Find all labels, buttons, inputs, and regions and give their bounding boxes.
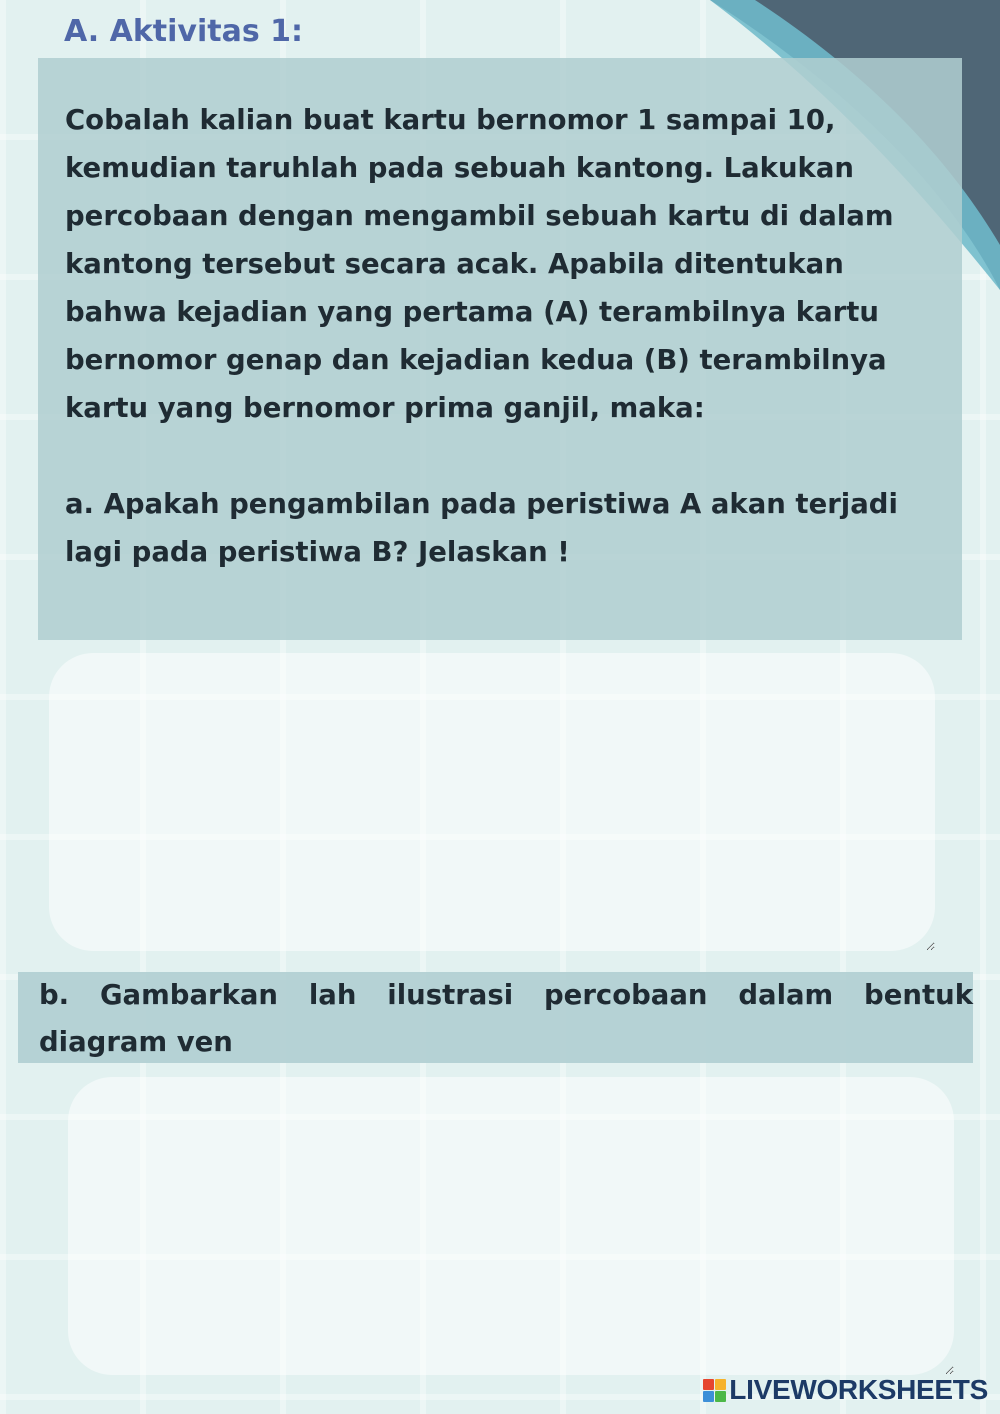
logo-square-yellow <box>715 1379 726 1390</box>
task-instructions-panel <box>38 58 962 640</box>
liveworksheets-logo <box>703 1372 988 1408</box>
answer-a-input[interactable] <box>49 653 935 951</box>
task-intro-text: Cobalah kalian buat kartu bernomor 1 sampai 10, kemudian taruhlah pada sebuah kantong. Lakukan percobaan dengan mengambil sebuah kartu di dalam kantong tersebut secara acak. Apabila ditentukan bahwa kejadian yang pertama (A) terambilnya kartu bernomor genap dan kejadian kedua (B) terambilnya kartu yang bernomor prima ganjil, maka: <box>65 104 894 424</box>
activity-heading: A. Aktivitas 1: <box>64 14 304 49</box>
logo-square-green <box>715 1391 726 1402</box>
answer-b-input[interactable] <box>68 1077 954 1375</box>
question-a-text: a. Apakah pengambilan pada peristiwa A akan terjadi lagi pada peristiwa B? Jelaskan ! <box>65 488 898 568</box>
logo-square-red <box>703 1379 714 1390</box>
question-b-text: b. Gambarkan lah ilustrasi percobaan dalam bentuk diagram ven <box>39 979 973 1058</box>
liveworksheets-grid-icon <box>703 1379 726 1402</box>
logo-text: LIVEWORKSHEETS <box>729 1374 988 1405</box>
logo-square-blue <box>703 1391 714 1402</box>
question-b-panel <box>18 972 973 1063</box>
